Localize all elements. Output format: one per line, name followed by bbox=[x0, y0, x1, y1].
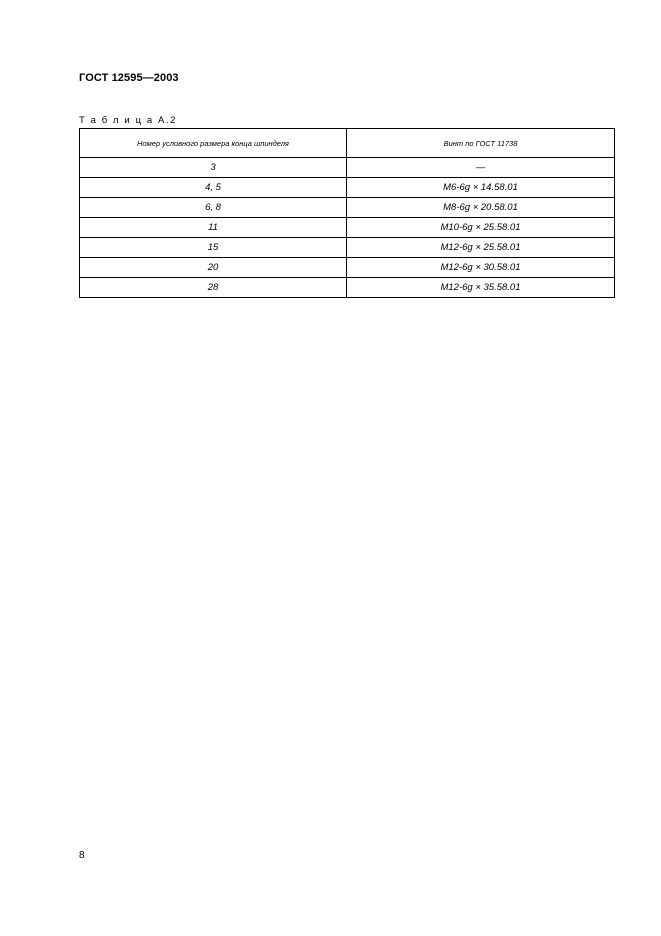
size-number-cell: 6, 8 bbox=[80, 198, 347, 218]
size-number-cell: 11 bbox=[80, 218, 347, 238]
specification-table bbox=[79, 128, 615, 298]
table-row bbox=[80, 198, 615, 218]
screw-cell: M12-6g × 35.58.01 bbox=[347, 278, 615, 298]
screw-cell: M10-6g × 25.58.01 bbox=[347, 218, 615, 238]
table-row bbox=[80, 278, 615, 298]
size-number-cell: 15 bbox=[80, 238, 347, 258]
screw-cell: M12-6g × 25.58.01 bbox=[347, 238, 615, 258]
screw-cell: M12-6g × 30.58.01 bbox=[347, 258, 615, 278]
table-row bbox=[80, 218, 615, 238]
column-header-screw: Винт по ГОСТ 11738 bbox=[347, 129, 615, 158]
table-header-row bbox=[80, 129, 615, 158]
table-row bbox=[80, 258, 615, 278]
table-row bbox=[80, 178, 615, 198]
page-number: 8 bbox=[79, 850, 85, 861]
screw-cell: — bbox=[347, 158, 615, 178]
screw-cell: M8-6g × 20.58.01 bbox=[347, 198, 615, 218]
table-caption: Т а б л и ц а А.2 bbox=[79, 115, 178, 126]
size-number-cell: 28 bbox=[80, 278, 347, 298]
screw-cell: M6-6g × 14.58.01 bbox=[347, 178, 615, 198]
size-number-cell: 4, 5 bbox=[80, 178, 347, 198]
size-number-cell: 3 bbox=[80, 158, 347, 178]
table-row bbox=[80, 158, 615, 178]
size-number-cell: 20 bbox=[80, 258, 347, 278]
table-row bbox=[80, 238, 615, 258]
document-header: ГОСТ 12595—2003 bbox=[79, 72, 179, 84]
column-header-size-number: Номер условного размера конца шпинделя bbox=[80, 129, 347, 158]
